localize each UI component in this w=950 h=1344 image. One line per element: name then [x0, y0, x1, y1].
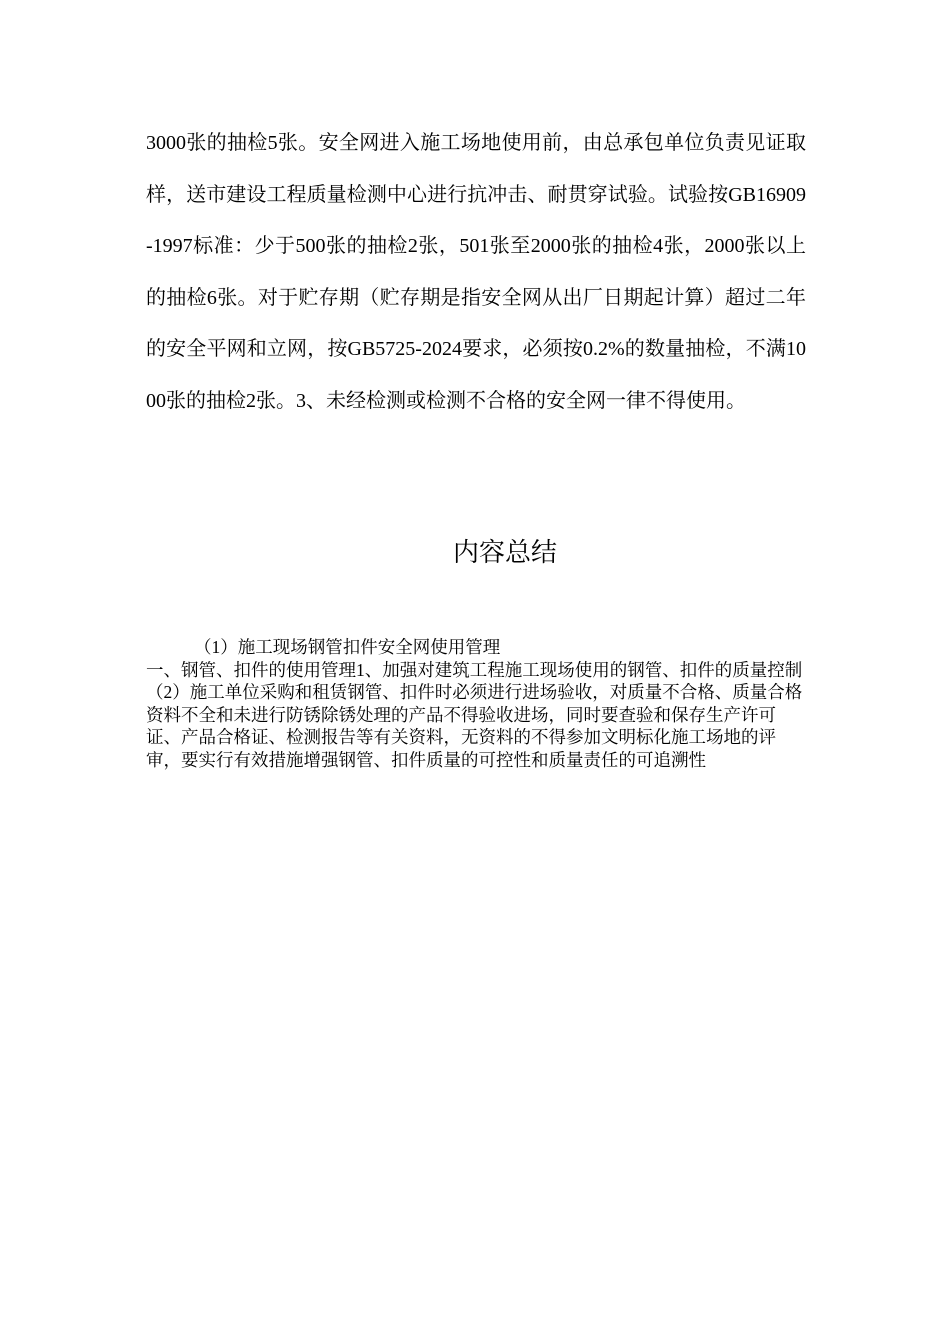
summary-title: 内容总结: [452, 538, 557, 567]
summary-item-2: 一、钢管、扣件的使用管理1、加强对建筑工程施工现场使用的钢管、扣件的质量控制: [146, 659, 803, 680]
summary-item-1: （1）施工现场钢管扣件安全网使用管理: [194, 637, 501, 657]
summary-item-3: （2）施工单位采购和租赁钢管、扣件时必须进行进场验收，对质量不合格、质量合格资料不全和未进行防锈除锈处理的产品不得验收进场，同时要查验和保存生产许可证、产品合格证、检测报告等有关资料，无资料的不得参加文明标化施工场地的评审，要实行有效措施增强钢管、扣件质量的可控性和质量责任的可追溯性: [146, 682, 803, 770]
summary-section: [146, 636, 806, 771]
body-paragraph: 3000张的抽检5张。安全网进入施工场地使用前，由总承包单位负责见证取样，送市建设工程质量检测中心进行抗冲击、耐贯穿试验。试验按GB16909-1997标准：少于500张的抽检2张，501张至2000张的抽检4张，2000张以上的抽检6张。对于贮存期（贮存期是指安全网从出厂日期起计算）超过二年的安全平网和立网，按GB5725-2024要求，必须按0.2%的数量抽检，不满1000张的抽检2张。3、未经检测或检测不合格的安全网一律不得使用。: [146, 132, 806, 412]
